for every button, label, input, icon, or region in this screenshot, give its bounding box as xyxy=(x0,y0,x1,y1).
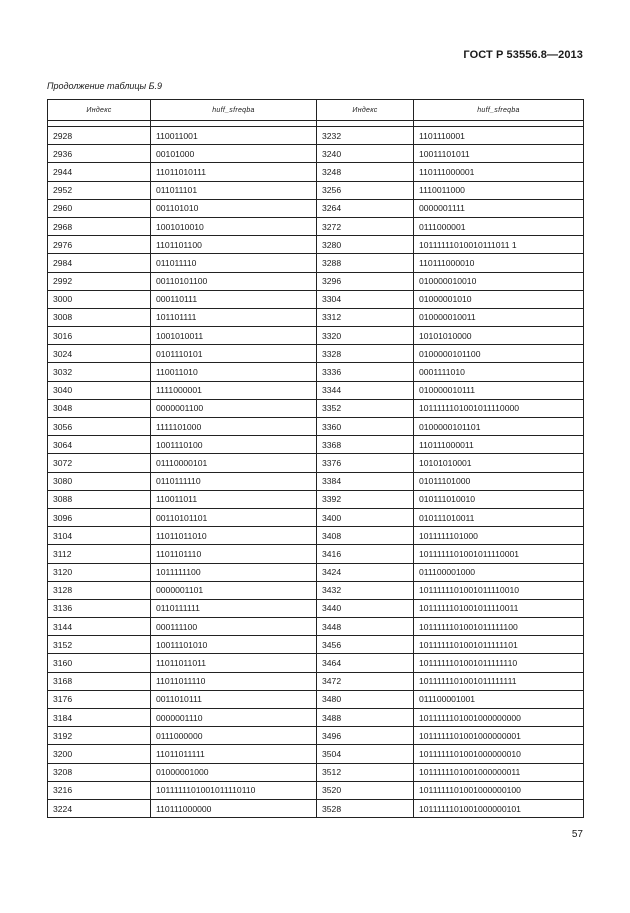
code-cell: 11011011011 xyxy=(151,654,317,672)
code-cell: 1011111101001011110010 xyxy=(414,581,584,599)
table-row xyxy=(48,436,584,454)
index-cell: 3312 xyxy=(317,308,414,326)
index-cell: 3272 xyxy=(317,217,414,235)
table-row xyxy=(48,636,584,654)
index-cell: 2936 xyxy=(48,145,151,163)
index-cell: 2968 xyxy=(48,217,151,235)
code-cell: 1011111101001011110011 xyxy=(414,599,584,617)
code-cell: 110111000011 xyxy=(414,436,584,454)
table-row xyxy=(48,308,584,326)
index-cell: 3008 xyxy=(48,308,151,326)
code-cell: 1101110001 xyxy=(414,127,584,145)
document-code: ГОСТ Р 53556.8—2013 xyxy=(463,49,583,61)
index-cell: 3184 xyxy=(48,709,151,727)
index-cell: 3464 xyxy=(317,654,414,672)
table-row xyxy=(48,763,584,781)
code-cell: 010111010011 xyxy=(414,508,584,526)
code-cell: 01000001000 xyxy=(151,763,317,781)
code-cell: 110011011 xyxy=(151,490,317,508)
index-cell: 3440 xyxy=(317,599,414,617)
column-header-index-1: Индекс xyxy=(48,100,151,121)
code-cell: 011100001001 xyxy=(414,690,584,708)
code-cell: 1110011000 xyxy=(414,181,584,199)
table-row xyxy=(48,508,584,526)
table-row xyxy=(48,527,584,545)
code-cell: 00110101100 xyxy=(151,272,317,290)
code-cell: 000110111 xyxy=(151,290,317,308)
index-cell: 3288 xyxy=(317,254,414,272)
code-cell: 0011010111 xyxy=(151,690,317,708)
index-cell: 3176 xyxy=(48,690,151,708)
table-row xyxy=(48,781,584,799)
table-row xyxy=(48,345,584,363)
index-cell: 2952 xyxy=(48,181,151,199)
table-row xyxy=(48,236,584,254)
index-cell: 3040 xyxy=(48,381,151,399)
table-row xyxy=(48,599,584,617)
table-row xyxy=(48,799,584,817)
code-cell: 10011101010 xyxy=(151,636,317,654)
index-cell: 3256 xyxy=(317,181,414,199)
code-cell: 1011111101001000000001 xyxy=(414,727,584,745)
code-cell: 11011010111 xyxy=(151,163,317,181)
index-cell: 3016 xyxy=(48,327,151,345)
index-cell: 3280 xyxy=(317,236,414,254)
code-cell: 1011111101001011110110 xyxy=(151,781,317,799)
index-cell: 3000 xyxy=(48,290,151,308)
code-cell: 11011011110 xyxy=(151,672,317,690)
code-cell: 1011111101001000000100 xyxy=(414,781,584,799)
index-cell: 2976 xyxy=(48,236,151,254)
index-cell: 3432 xyxy=(317,581,414,599)
index-cell: 3416 xyxy=(317,545,414,563)
code-cell: 1011111101001011110000 xyxy=(414,399,584,417)
table-row xyxy=(48,217,584,235)
code-cell: 1101101110 xyxy=(151,545,317,563)
code-cell: 110011001 xyxy=(151,127,317,145)
table-row xyxy=(48,254,584,272)
index-cell: 3472 xyxy=(317,672,414,690)
code-cell: 00101000 xyxy=(151,145,317,163)
index-cell: 3296 xyxy=(317,272,414,290)
index-cell: 3144 xyxy=(48,618,151,636)
index-cell: 3088 xyxy=(48,490,151,508)
index-cell: 3160 xyxy=(48,654,151,672)
index-cell: 3048 xyxy=(48,399,151,417)
index-cell: 3424 xyxy=(317,563,414,581)
page-number: 57 xyxy=(571,829,583,840)
code-cell: 00110101101 xyxy=(151,508,317,526)
code-cell: 1111101000 xyxy=(151,418,317,436)
table-row xyxy=(48,290,584,308)
code-cell: 11011011010 xyxy=(151,527,317,545)
code-cell: 011011101 xyxy=(151,181,317,199)
index-cell: 3392 xyxy=(317,490,414,508)
index-cell: 3376 xyxy=(317,454,414,472)
table-row xyxy=(48,472,584,490)
code-cell: 011011110 xyxy=(151,254,317,272)
index-cell: 3504 xyxy=(317,745,414,763)
index-cell: 3096 xyxy=(48,508,151,526)
code-cell: 010000010010 xyxy=(414,272,584,290)
code-cell: 01110000101 xyxy=(151,454,317,472)
table-row xyxy=(48,127,584,145)
table-row xyxy=(48,181,584,199)
index-cell: 2960 xyxy=(48,199,151,217)
table-row xyxy=(48,454,584,472)
code-cell: 110111000000 xyxy=(151,799,317,817)
table-body xyxy=(48,127,584,818)
table-row xyxy=(48,163,584,181)
table-row xyxy=(48,381,584,399)
index-cell: 3064 xyxy=(48,436,151,454)
index-cell: 3168 xyxy=(48,672,151,690)
code-cell: 0100000101100 xyxy=(414,345,584,363)
index-cell: 3352 xyxy=(317,399,414,417)
table-row xyxy=(48,145,584,163)
table-row xyxy=(48,363,584,381)
table-row xyxy=(48,672,584,690)
index-cell: 3336 xyxy=(317,363,414,381)
index-cell: 3112 xyxy=(48,545,151,563)
index-cell: 3024 xyxy=(48,345,151,363)
code-cell: 1011111101001011110001 xyxy=(414,545,584,563)
index-cell: 2928 xyxy=(48,127,151,145)
index-cell: 3328 xyxy=(317,345,414,363)
index-cell: 3480 xyxy=(317,690,414,708)
index-cell: 3136 xyxy=(48,599,151,617)
code-cell: 1011111101001011111111 xyxy=(414,672,584,690)
code-cell: 1101101100 xyxy=(151,236,317,254)
index-cell: 3104 xyxy=(48,527,151,545)
table-row xyxy=(48,581,584,599)
code-cell: 10111111010010111011 1 xyxy=(414,236,584,254)
code-cell: 010000010111 xyxy=(414,381,584,399)
code-cell: 011100001000 xyxy=(414,563,584,581)
code-cell: 0000001110 xyxy=(151,709,317,727)
index-cell: 3056 xyxy=(48,418,151,436)
code-cell: 0000001101 xyxy=(151,581,317,599)
table-row xyxy=(48,727,584,745)
table-row xyxy=(48,418,584,436)
index-cell: 3200 xyxy=(48,745,151,763)
code-cell: 0001111010 xyxy=(414,363,584,381)
index-cell: 3304 xyxy=(317,290,414,308)
index-cell: 3128 xyxy=(48,581,151,599)
code-cell: 01011101000 xyxy=(414,472,584,490)
index-cell: 3360 xyxy=(317,418,414,436)
code-cell: 010111010010 xyxy=(414,490,584,508)
index-cell: 3384 xyxy=(317,472,414,490)
code-cell: 1001010011 xyxy=(151,327,317,345)
table-row xyxy=(48,745,584,763)
table-row xyxy=(48,199,584,217)
code-cell: 1011111101001000000101 xyxy=(414,799,584,817)
code-cell: 101101111 xyxy=(151,308,317,326)
index-cell: 3456 xyxy=(317,636,414,654)
code-cell: 0000001100 xyxy=(151,399,317,417)
code-cell: 1011111101001011111110 xyxy=(414,654,584,672)
column-header-code-1: huff_sfreqba xyxy=(151,100,317,121)
index-cell: 3320 xyxy=(317,327,414,345)
index-cell: 3080 xyxy=(48,472,151,490)
index-cell: 3216 xyxy=(48,781,151,799)
index-cell: 3488 xyxy=(317,709,414,727)
code-cell: 1001110100 xyxy=(151,436,317,454)
table-caption: Продолжение таблицы Б.9 xyxy=(47,81,163,91)
code-cell: 1011111101001000000000 xyxy=(414,709,584,727)
column-header-code-2: huff_sfreqba xyxy=(414,100,584,121)
index-cell: 3520 xyxy=(317,781,414,799)
index-cell: 2992 xyxy=(48,272,151,290)
index-cell: 3368 xyxy=(317,436,414,454)
code-cell: 110111000010 xyxy=(414,254,584,272)
table-row xyxy=(48,654,584,672)
index-cell: 3072 xyxy=(48,454,151,472)
table-row xyxy=(48,545,584,563)
code-cell: 0111000000 xyxy=(151,727,317,745)
table-row xyxy=(48,709,584,727)
code-cell: 0101110101 xyxy=(151,345,317,363)
code-cell: 1011111101001011111101 xyxy=(414,636,584,654)
code-cell: 0100000101101 xyxy=(414,418,584,436)
table-row xyxy=(48,399,584,417)
code-cell: 11011011111 xyxy=(151,745,317,763)
index-cell: 2944 xyxy=(48,163,151,181)
code-cell: 1011111100 xyxy=(151,563,317,581)
index-cell: 2984 xyxy=(48,254,151,272)
index-cell: 3496 xyxy=(317,727,414,745)
code-cell: 000111100 xyxy=(151,618,317,636)
code-cell: 001101010 xyxy=(151,199,317,217)
code-cell: 10011101011 xyxy=(414,145,584,163)
code-cell: 0110111111 xyxy=(151,599,317,617)
table-row xyxy=(48,272,584,290)
index-cell: 3408 xyxy=(317,527,414,545)
code-cell: 1011111101001011111100 xyxy=(414,618,584,636)
table-header-row xyxy=(48,100,584,121)
table-row xyxy=(48,490,584,508)
index-cell: 3032 xyxy=(48,363,151,381)
index-cell: 3240 xyxy=(317,145,414,163)
table-row xyxy=(48,563,584,581)
code-cell: 0000001111 xyxy=(414,199,584,217)
code-cell: 10101010000 xyxy=(414,327,584,345)
table-row xyxy=(48,690,584,708)
index-cell: 3528 xyxy=(317,799,414,817)
code-cell: 1001010010 xyxy=(151,217,317,235)
code-cell: 10101010001 xyxy=(414,454,584,472)
index-cell: 3192 xyxy=(48,727,151,745)
index-cell: 3248 xyxy=(317,163,414,181)
code-cell: 110111000001 xyxy=(414,163,584,181)
code-cell: 010000010011 xyxy=(414,308,584,326)
column-header-index-2: Индекс xyxy=(317,100,414,121)
index-cell: 3152 xyxy=(48,636,151,654)
index-cell: 3232 xyxy=(317,127,414,145)
code-cell: 01000001010 xyxy=(414,290,584,308)
index-cell: 3344 xyxy=(317,381,414,399)
index-cell: 3224 xyxy=(48,799,151,817)
code-cell: 0111000001 xyxy=(414,217,584,235)
code-cell: 1011111101000 xyxy=(414,527,584,545)
code-cell: 0110111110 xyxy=(151,472,317,490)
code-cell: 1111000001 xyxy=(151,381,317,399)
index-cell: 3120 xyxy=(48,563,151,581)
table-row xyxy=(48,618,584,636)
code-cell: 1011111101001000000011 xyxy=(414,763,584,781)
code-cell: 110011010 xyxy=(151,363,317,381)
data-table xyxy=(47,99,584,818)
index-cell: 3512 xyxy=(317,763,414,781)
table-row xyxy=(48,327,584,345)
code-cell: 1011111101001000000010 xyxy=(414,745,584,763)
index-cell: 3448 xyxy=(317,618,414,636)
index-cell: 3208 xyxy=(48,763,151,781)
index-cell: 3400 xyxy=(317,508,414,526)
index-cell: 3264 xyxy=(317,199,414,217)
